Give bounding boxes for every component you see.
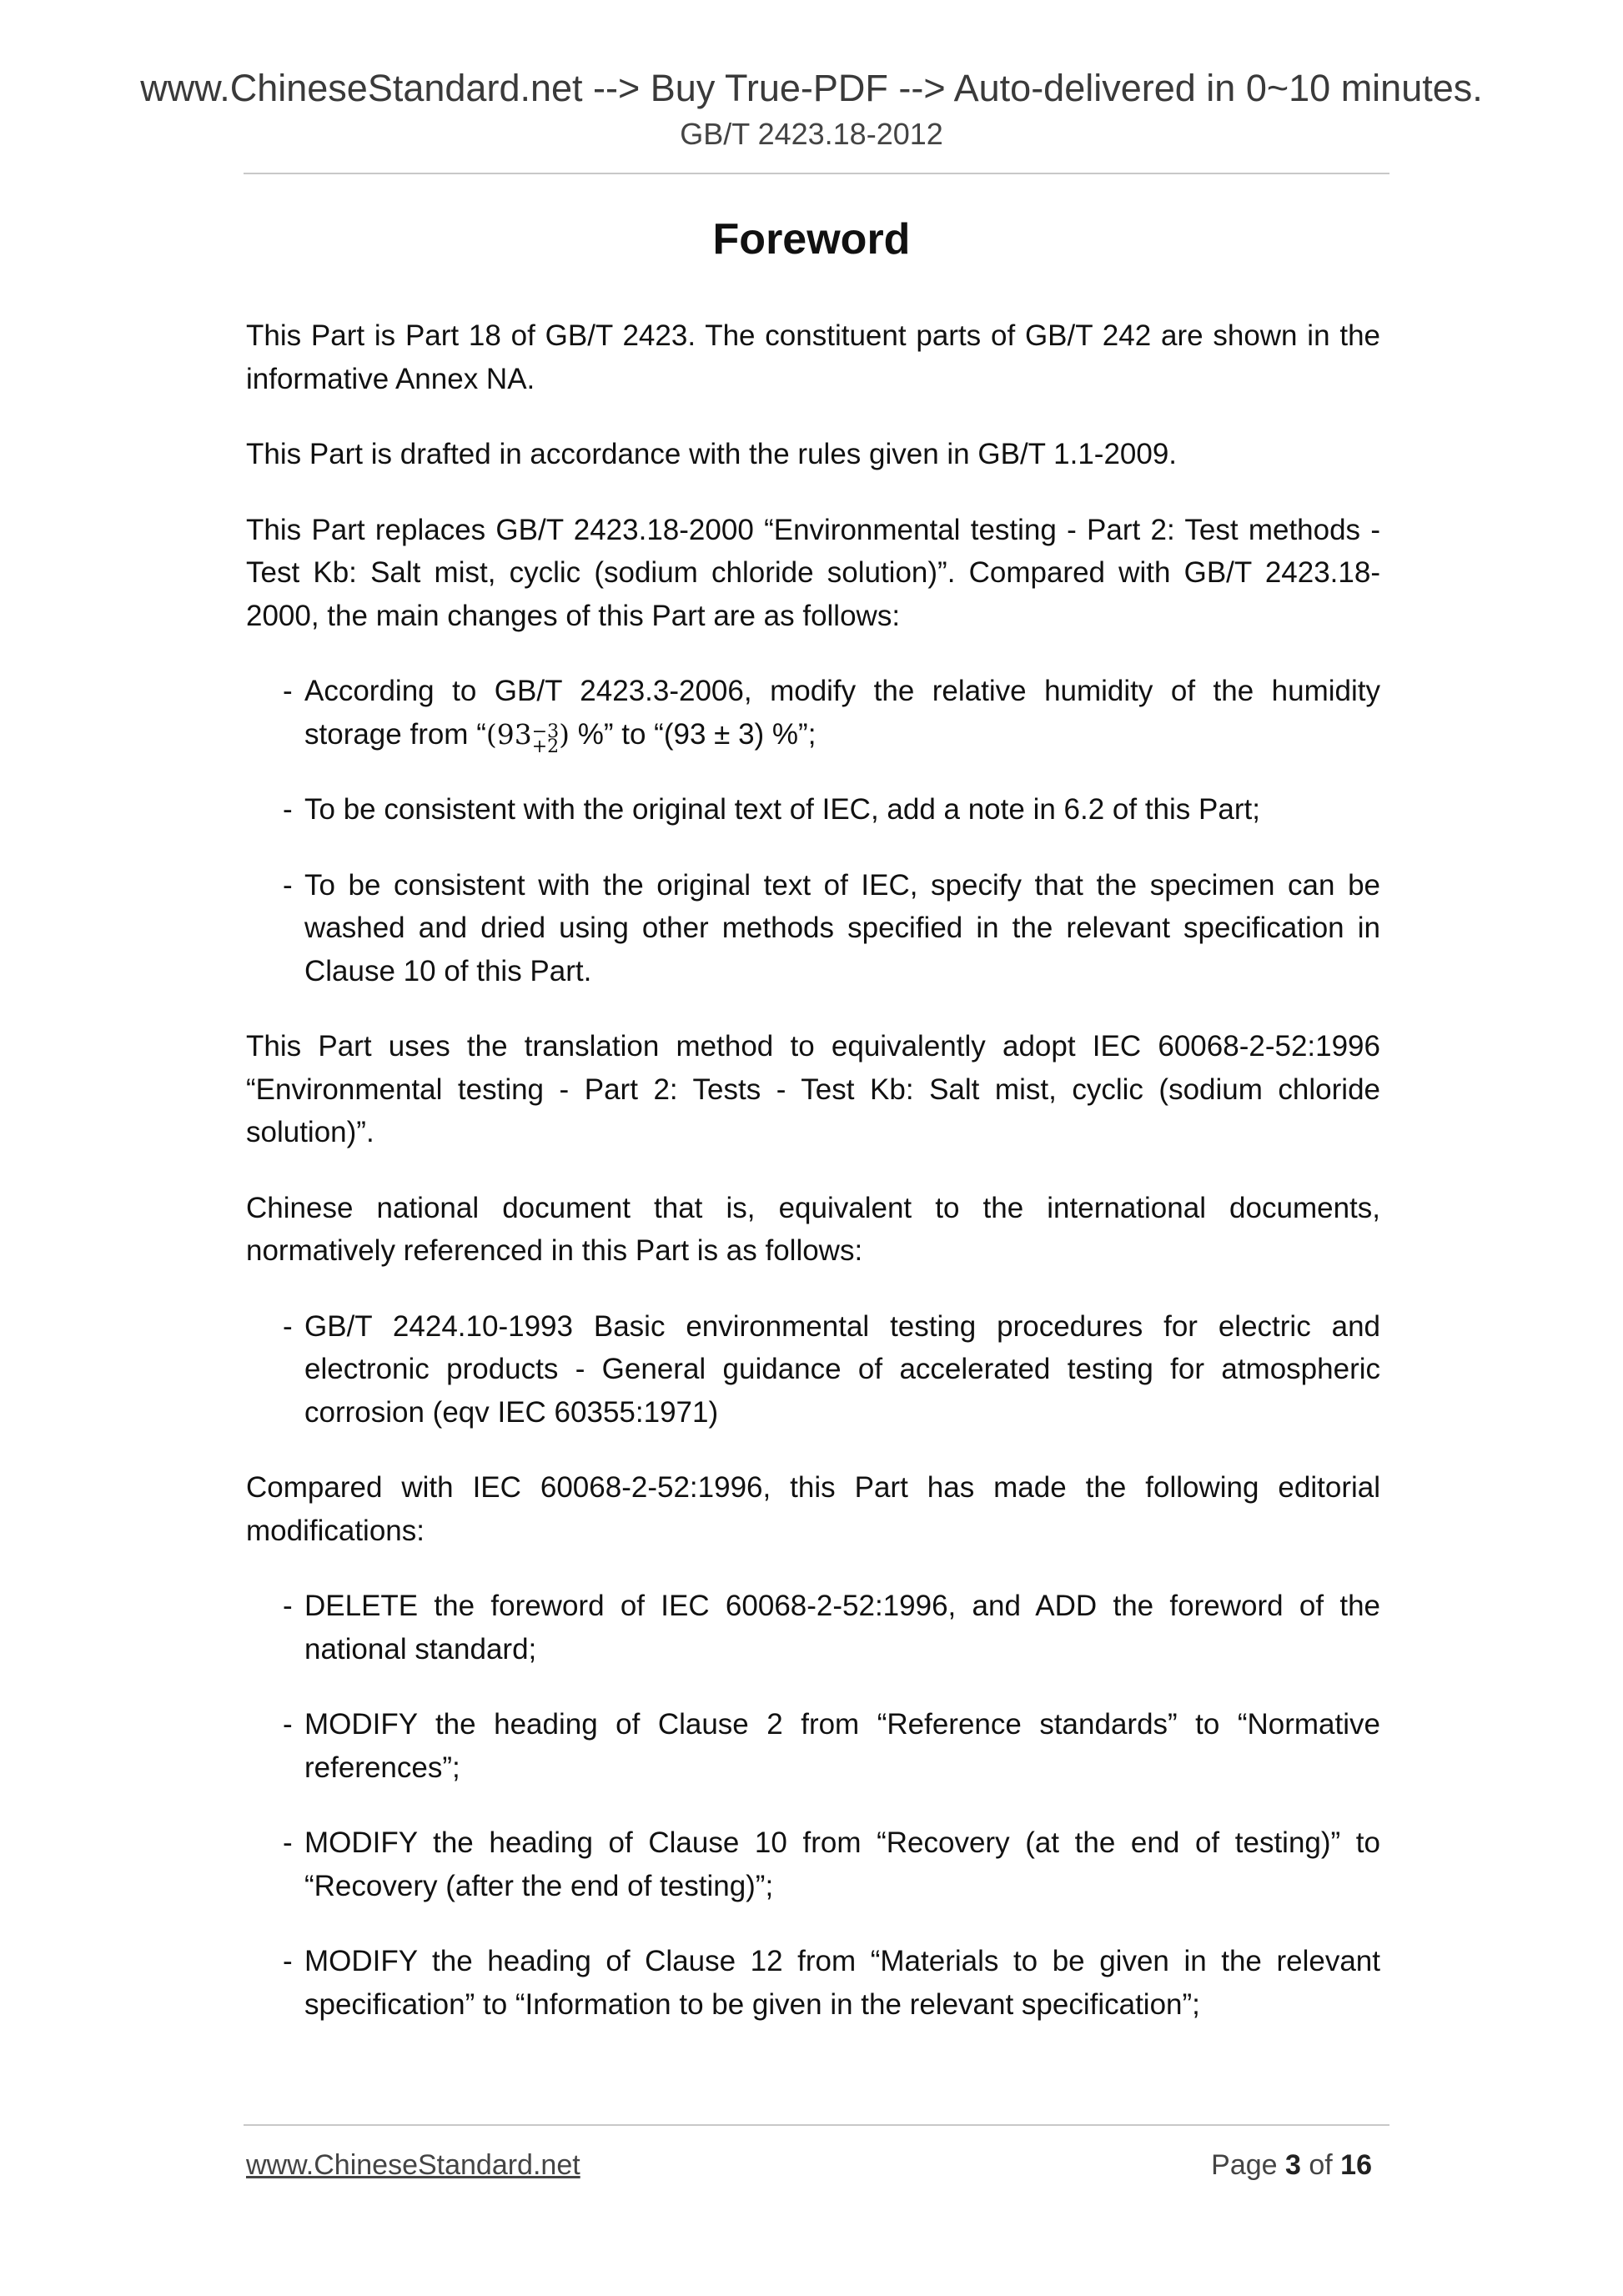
list-dash: -	[283, 868, 293, 902]
list-item	[246, 864, 1380, 993]
document-body	[246, 314, 1380, 2058]
paragraph-modifications-intro: Compared with IEC 60068-2-52:1996, this Part has made the following editorial modifications:	[246, 1471, 1380, 1547]
list-dash: -	[283, 1708, 293, 1741]
list-item-text: MODIFY the heading of Clause 12 from “Materials to be given in the relevant specification” to “Information to be given in the relevant specification”;	[304, 1945, 1380, 2021]
list-dash: -	[283, 1590, 293, 1622]
list-item	[246, 1821, 1380, 1907]
list-item	[246, 788, 1380, 831]
paragraph-adoption: This Part uses the translation method to equivalently adopt IEC 60068-2-52:1996 “Environmental testing - Part 2: Tests - Test Kb: Salt mist, cyclic (sodium chloride solution)”.	[246, 1030, 1380, 1148]
paragraph-replaces: This Part replaces GB/T 2423.18-2000 “Environmental testing - Part 2: Test methods - Test Kb: Salt mist, cyclic (sodium chloride solution)”. Compared with GB/T 2423.18-2000, the main changes of this Part are as follows:	[246, 513, 1380, 632]
paragraph-part-intro: This Part is Part 18 of GB/T 2423. The constituent parts of GB/T 242 are shown in the informative Annex NA.	[246, 319, 1380, 395]
header-banner: www.ChineseStandard.net --> Buy True-PDF --> Auto-delivered in 0~10 minutes.	[140, 67, 1483, 109]
page-number: Page 3 of 16	[1211, 2149, 1372, 2181]
footer-divider	[244, 2124, 1389, 2126]
list-item-text: According to GB/T 2423.3-2006, modify the relative humidity of the humidity storage from “	[304, 675, 1380, 751]
list-item-text: To be consistent with the original text of IEC, specify that the specimen can be washed and dried using other methods specified in the relevant specification in Clause 10 of this Part.	[304, 868, 1380, 987]
list-item	[246, 670, 1380, 756]
paragraph-references-intro: Chinese national document that is, equivalent to the international documents, normatively referenced in this Part is as follows:	[246, 1191, 1380, 1267]
list-item	[246, 1305, 1380, 1434]
list-item-text: MODIFY the heading of Clause 10 from “Recovery (at the end of testing)” to “Recovery (after the end of testing)”;	[304, 1826, 1380, 1902]
list-item-text: GB/T 2424.10-1993 Basic environmental testing procedures for electric and electronic products - General guidance of accelerated testing for atmospheric corrosion (eqv IEC 60355:1971)	[304, 1309, 1380, 1429]
list-item	[246, 1940, 1380, 2026]
current-page: 3	[1285, 2149, 1301, 2181]
list-dash: -	[283, 675, 293, 707]
document-code: GB/T 2423.18-2012	[680, 117, 943, 151]
list-item-text: To be consistent with the original text of IEC, add a note in 6.2 of this Part;	[304, 793, 1260, 826]
list-item	[246, 1585, 1380, 1671]
header-divider	[244, 173, 1389, 174]
humidity-formula: (93 −3 +2 )	[485, 717, 570, 757]
page-title: Foreword	[712, 215, 911, 264]
list-item-text: DELETE the foreword of IEC 60068-2-52:1996, and ADD the foreword of the national standard;	[304, 1590, 1380, 1665]
total-pages: 16	[1340, 2149, 1372, 2181]
list-dash: -	[283, 1309, 293, 1343]
footer-website-link[interactable]: www.ChineseStandard.net	[246, 2149, 580, 2181]
list-item-text: MODIFY the heading of Clause 2 from “Reference standards” to “Normative references”;	[304, 1708, 1380, 1784]
list-dash: -	[283, 1945, 293, 1977]
paragraph-drafting-rules: This Part is drafted in accordance with the rules given in GB/T 1.1-2009.	[246, 438, 1178, 470]
list-dash: -	[283, 1826, 293, 1859]
list-item-text: %” to “(93 ± 3) %”;	[570, 717, 817, 751]
list-item	[246, 1703, 1380, 1789]
list-dash: -	[283, 793, 293, 826]
